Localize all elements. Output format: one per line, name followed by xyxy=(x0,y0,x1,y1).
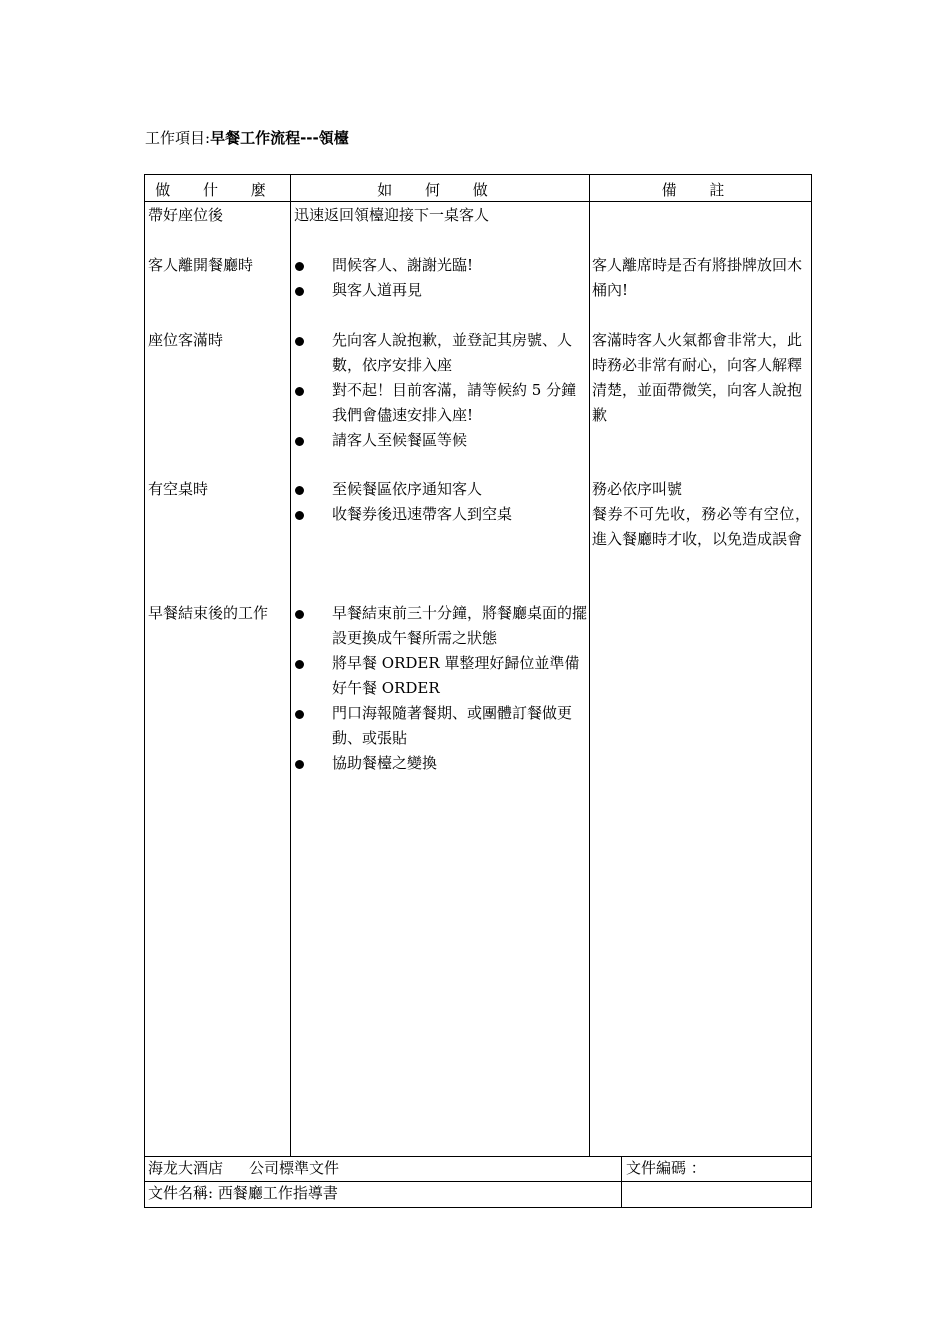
list-item: 與客人道再見 xyxy=(291,278,587,303)
row-what: 早餐結束後的工作 xyxy=(148,604,269,622)
bullet-icon xyxy=(295,437,304,446)
bullet-icon xyxy=(295,262,304,271)
list-item: 將早餐 ORDER 單整理好歸位並準備好午餐 ORDER xyxy=(291,651,587,701)
list-item: 早餐結束前三十分鐘，將餐廳桌面的擺設更換成午餐所需之狀態 xyxy=(291,601,587,651)
bullet-icon xyxy=(295,337,304,346)
list-item: 至候餐區依序通知客人 xyxy=(291,477,587,502)
list-item: 請客人至候餐區等候 xyxy=(291,428,587,453)
bullet-icon xyxy=(295,710,304,719)
footer-company: 海龙大酒店 公司標準文件 xyxy=(148,1159,340,1177)
list-item: 協助餐檯之變換 xyxy=(291,751,587,776)
bullet-icon xyxy=(295,660,304,669)
row-note xyxy=(592,477,810,552)
row-note: 客人離席時是否有將掛牌放回木桶內! xyxy=(592,256,803,299)
title-label: 工作項目: xyxy=(145,129,211,147)
row-how-list xyxy=(291,477,587,527)
bullet-icon xyxy=(295,287,304,296)
list-item: 收餐券後迅速帶客人到空桌 xyxy=(291,502,587,527)
bullet-icon xyxy=(295,486,304,495)
footer-doc-code: 文件編碼 ： xyxy=(626,1159,706,1177)
header-what: 做 什 麼 xyxy=(155,181,280,199)
header-how: 如 何 做 xyxy=(377,181,502,199)
row-how-text: 迅速返回領檯迎接下一桌客人 xyxy=(294,206,490,224)
row-how-list xyxy=(291,601,587,776)
footer-doc-name: 文件名稱: 西餐廳工作指導書 xyxy=(148,1184,338,1202)
row-note: 客滿時客人火氣都會非常大，此時務必非常有耐心，向客人解釋清楚，並面帶微笑，向客人說抱歉 xyxy=(592,331,803,424)
bullet-icon xyxy=(295,387,304,396)
column-divider xyxy=(589,175,590,1156)
footer-table xyxy=(144,1156,812,1208)
row-what: 帶好座位後 xyxy=(148,206,224,224)
row-what: 有空桌時 xyxy=(148,480,209,498)
bullet-icon xyxy=(295,610,304,619)
note-line: 餐券不可先收，務必等有空位，進入餐廳時才收，以免造成誤會 xyxy=(592,505,810,548)
title-name: 早餐工作流程---領檯 xyxy=(210,129,349,147)
list-item: 問候客人、謝謝光臨! xyxy=(291,253,587,278)
footer-column-divider xyxy=(621,1156,622,1207)
header-note: 備 註 xyxy=(661,181,739,199)
row-what: 座位客滿時 xyxy=(148,331,224,349)
row-how-list xyxy=(291,328,587,453)
bullet-icon xyxy=(295,760,304,769)
page-title xyxy=(145,127,349,148)
row-what: 客人離開餐廳時 xyxy=(148,256,254,274)
bullet-icon xyxy=(295,511,304,520)
list-item: 先向客人說抱歉，並登記其房號、人數，依序安排入座 xyxy=(291,328,587,378)
note-line: 務必依序叫號 xyxy=(592,480,683,498)
list-item: 門口海報隨著餐期、或團體訂餐做更動、或張貼 xyxy=(291,701,587,751)
header-divider xyxy=(145,201,811,202)
procedure-table xyxy=(144,174,812,1157)
row-how-list xyxy=(291,253,587,303)
list-item: 對不起！目前客滿，請等候約 5 分鐘我們會儘速安排入座! xyxy=(291,378,587,428)
